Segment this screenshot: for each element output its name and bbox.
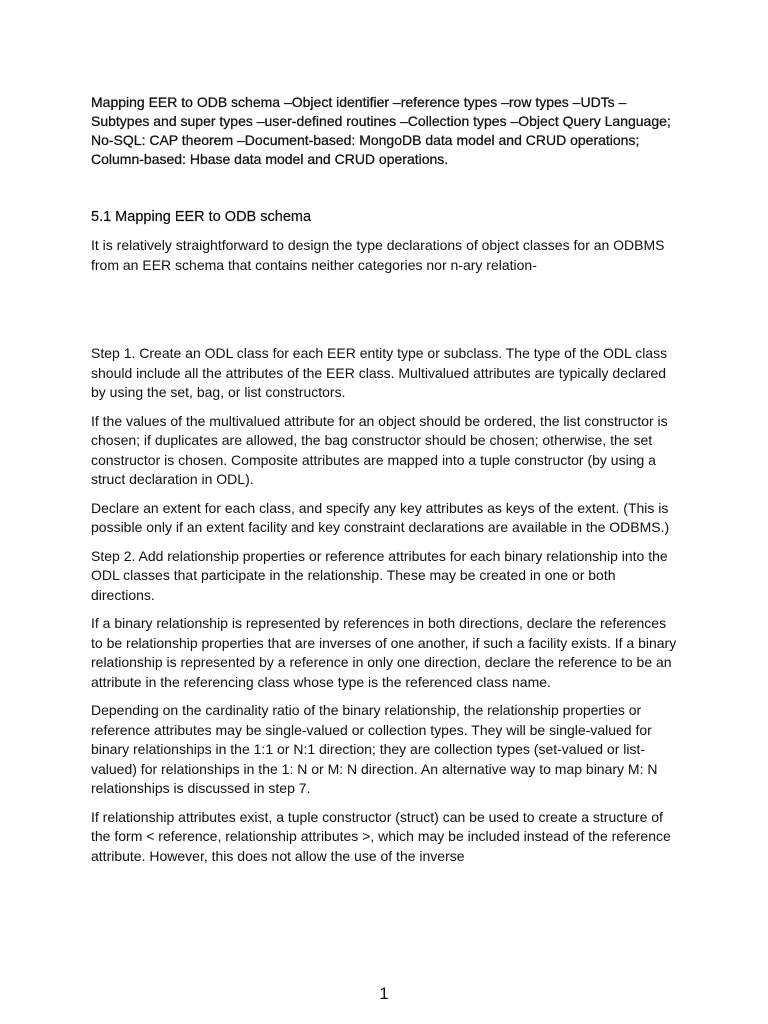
page-content xyxy=(91,93,677,875)
paragraph-relationship-attributes: If relationship attributes exist, a tuple constructor (struct) can be used to create a structure of the form < reference, relationship attributes >, which may be included instead of the reference attribute. However, this does not allow the use of the inverse xyxy=(91,808,671,864)
paragraph-cardinality: Depending on the cardinality ratio of the binary relationship, the relationship properties or reference attributes may be single-valued or collection types. They will be single-valued for binary relationships in the 1:1 or N:1 direction; they are collection types (set-valued or list-valued) for relationships in the 1: N or M: N direction. An alternative way to map binary M: N relationships is discussed in step 7. xyxy=(91,702,658,796)
page-number: 1 xyxy=(379,984,389,1003)
paragraph-extent: Declare an extent for each class, and specify any key attributes as keys of the extent. (This is possible only if an extent facility and key constraint declarations are available in the ODBMS.) xyxy=(91,499,670,535)
section-heading: 5.1 Mapping EER to ODB schema xyxy=(91,209,312,225)
intro-paragraph: It is relatively straightforward to design the type declarations of object classes for an ODBMS from an EER schema that contains neither categories nor n-ary relation- xyxy=(91,237,665,273)
syllabus-summary: Mapping EER to ODB schema –Object identifier –reference types –row types –UDTs –Subtypes and super types –user-defined routines –Collection types –Object Query Language; No-SQL: CAP theorem –Document-based: MongoDB data model and CRUD operations; Column-based: Hbase data model and CRUD operations. xyxy=(91,94,671,167)
blank-gap xyxy=(91,275,677,344)
paragraph-binary-references: If a binary relationship is represented by references in both directions, declare the references to be relationship properties that are inverses of one another, if such a facility exists. If a binary relationship is represented by a reference in only one direction, declare the reference to be an attribute in the referencing class whose type is the referenced class name. xyxy=(91,615,677,690)
paragraph-step-2: Step 2. Add relationship properties or reference attributes for each binary relationship into the ODL classes that participate in the relationship. These may be created in one or both directions. xyxy=(91,547,668,603)
paragraph-multivalued-ordering: If the values of the multivalued attribute for an object should be ordered, the list constructor is chosen; if duplicates are allowed, the bag constructor should be chosen; otherwise, the set constructor is chosen. Composite attributes are mapped into a tuple constructor (by using a struct declaration in ODL). xyxy=(91,412,668,487)
paragraph-step-1: Step 1. Create an ODL class for each EER entity type or subclass. The type of the ODL class should include all the attributes of the EER class. Multivalued attributes are typically declared by using the set, bag, or list constructors. xyxy=(91,345,668,400)
